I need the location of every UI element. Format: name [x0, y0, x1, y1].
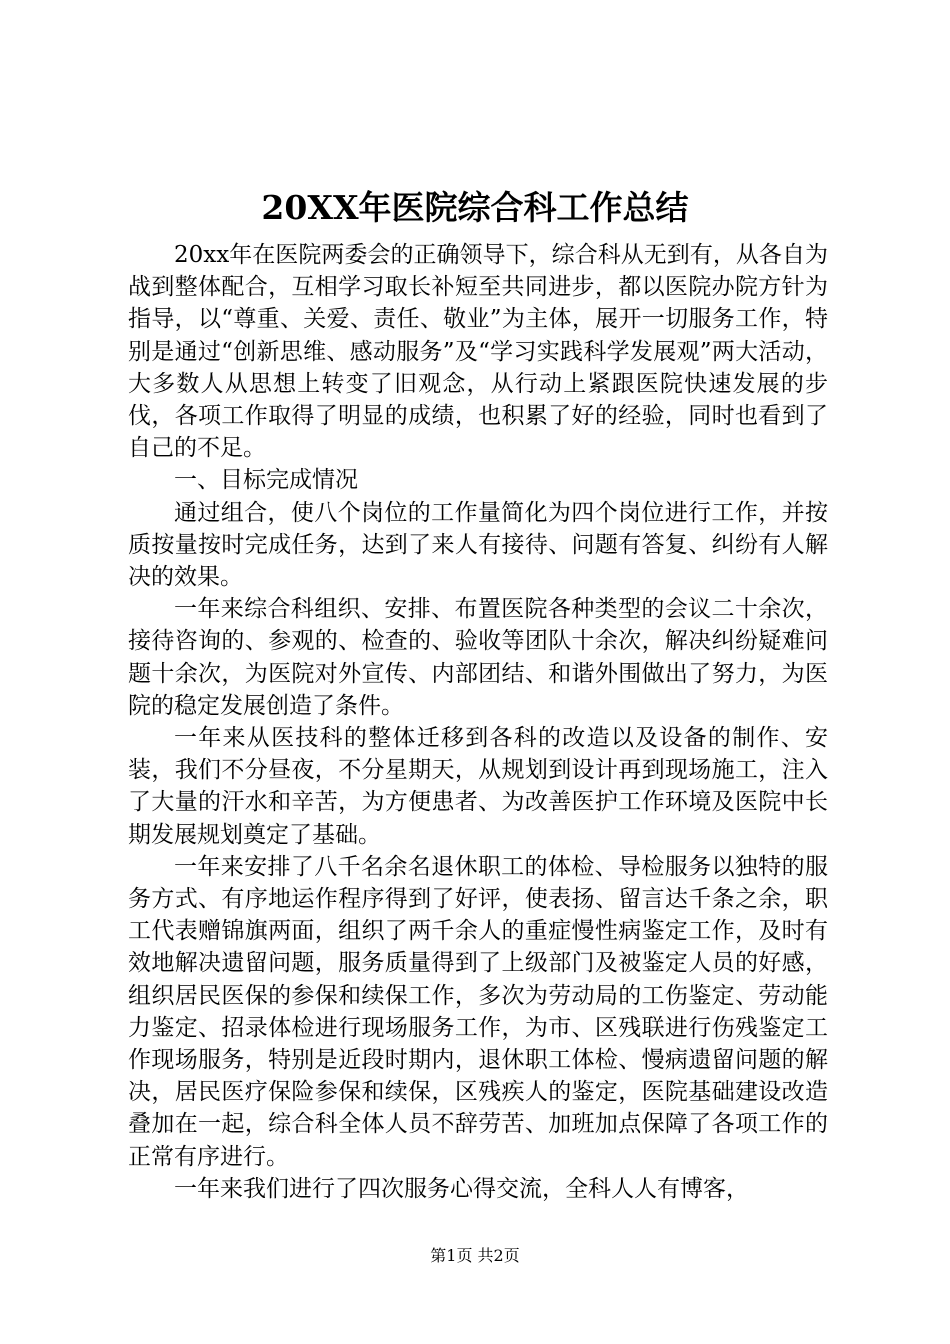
document-body	[128, 239, 828, 1205]
page-number-footer: 第1页 共2页	[430, 1246, 520, 1265]
paragraph: 一年来我们进行了四次服务心得交流，全科人人有博客，	[174, 1175, 749, 1202]
paragraph: 通过组合，使八个岗位的工作量简化为四个岗位进行工作，并按质按量按时完成任务，达到了来人有接待、问题有答复、纠纷有人解决的效果。	[128, 499, 828, 591]
paragraph: 一年来从医技科的整体迁移到各科的改造以及设备的制作、安装，我们不分昼夜，不分星期天，从规划到设计再到现场施工，注入了大量的汗水和辛苦，为方便患者、为改善医护工作环境及医院中长期发展规划奠定了基础。	[128, 725, 828, 848]
document-title: 20XX年医院综合科工作总结	[261, 188, 689, 227]
paragraph: 一年来安排了八千名余名退休职工的体检、导检服务以独特的服务方式、有序地运作程序得到了好评，使表扬、留言达千条之余，职工代表赠锦旗两面，组织了两千余人的重症慢性病鉴定工作，及时有效地解决遗留问题，服务质量得到了上级部门及被鉴定人员的好感，组织居民医保的参保和续保工作，多次为劳动局的工伤鉴定、劳动能力鉴定、招录体检进行现场服务工作，为市、区残联进行伤残鉴定工作现场服务，特别是近段时期内，退休职工体检、慢病遗留问题的解决，居民医疗保险参保和续保，区残疾人的鉴定，医院基础建设改造叠加在一起，综合科全体人员不辞劳苦、加班加点保障了各项工作的正常有序进行。	[128, 853, 828, 1170]
section-heading: 一、目标完成情况	[174, 467, 358, 494]
paragraph: 一年来综合科组织、安排、布置医院各种类型的会议二十余次，接待咨询的、参观的、检查的、验收等团队十余次，解决纠纷疑难问题十余次，为医院对外宣传、内部团结、和谐外围做出了努力，为医院的稳定发展创造了条件。	[128, 596, 828, 719]
paragraph: 20xx年在医院两委会的正确领导下，综合科从无到有，从各自为战到整体配合，互相学习取长补短至共同进步，都以医院办院方针为指导，以“尊重、关爱、责任、敬业”为主体，展开一切服务工作，特别是通过“创新思维、感动服务”及“学习实践科学发展观”两大活动，大多数人从思想上转变了旧观念，从行动上紧跟医院快速发展的步伐，各项工作取得了明显的成绩，也积累了好的经验，同时也看到了自己的不足。	[128, 242, 828, 462]
